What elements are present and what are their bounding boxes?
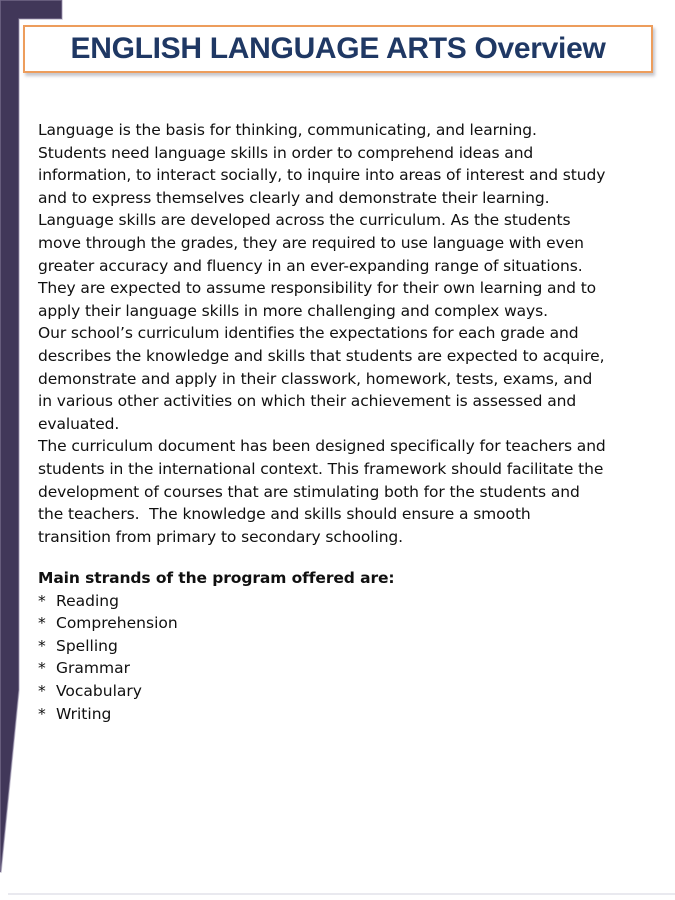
strand-label: Spelling bbox=[56, 636, 118, 655]
list-item bbox=[38, 590, 538, 613]
paragraph-line: move through the grades, they are required to use language with even bbox=[38, 233, 584, 252]
strand-label: Comprehension bbox=[56, 614, 178, 633]
asterisk-bullet: * bbox=[38, 681, 46, 700]
paragraph-line: students in the international context. This framework should facilitate the bbox=[38, 459, 604, 478]
strand-label: Vocabulary bbox=[56, 681, 142, 700]
list-item bbox=[38, 680, 538, 703]
paragraph-line: greater accuracy and fluency in an ever-expanding range of situations. bbox=[38, 256, 583, 275]
paragraph-line: Language skills are developed across the curriculum. As the students bbox=[38, 211, 571, 230]
intro-paragraphs bbox=[38, 119, 656, 548]
page-bottom-edge bbox=[8, 893, 675, 895]
strand-label: Reading bbox=[56, 591, 119, 610]
page-title: ENGLISH LANGUAGE ARTS Overview bbox=[70, 32, 606, 65]
list-item bbox=[38, 635, 538, 658]
paragraph-line: Language is the basis for thinking, communicating, and learning. bbox=[38, 121, 537, 139]
asterisk-bullet: * bbox=[38, 659, 46, 678]
strands-list bbox=[38, 590, 538, 726]
list-item bbox=[38, 703, 538, 726]
title-banner bbox=[23, 25, 653, 73]
strand-label: Grammar bbox=[56, 659, 130, 678]
paragraph-line: apply their language skills in more challenging and complex ways. bbox=[38, 301, 548, 320]
list-item bbox=[38, 657, 538, 680]
paragraph-line: Our school’s curriculum identifies the expectations for each grade and bbox=[38, 324, 579, 343]
paragraph-line: They are expected to assume responsibility for their own learning and to bbox=[38, 279, 597, 298]
asterisk-bullet: * bbox=[38, 704, 46, 723]
paragraph-line: The curriculum document has been designed specifically for teachers and bbox=[38, 437, 606, 456]
paragraph-line: and to express themselves clearly and demonstrate their learning. bbox=[38, 188, 550, 207]
paragraph-line: describes the knowledge and skills that students are expected to acquire, bbox=[38, 346, 605, 365]
strands-heading: Main strands of the program offered are: bbox=[38, 569, 395, 587]
paragraph-line: development of courses that are stimulating both for the students and bbox=[38, 482, 580, 501]
asterisk-bullet: * bbox=[38, 636, 46, 655]
paragraph-line: transition from primary to secondary schooling. bbox=[38, 527, 403, 546]
paragraph-line: in various other activities on which their achievement is assessed and bbox=[38, 392, 577, 411]
paragraph-line: the teachers. The knowledge and skills should ensure a smooth bbox=[38, 505, 531, 524]
asterisk-bullet: * bbox=[38, 614, 46, 633]
paragraph-line: evaluated. bbox=[38, 414, 120, 433]
asterisk-bullet: * bbox=[38, 591, 46, 610]
paragraph-line: demonstrate and apply in their classwork, homework, tests, exams, and bbox=[38, 369, 593, 388]
paragraph-line: Students need language skills in order to comprehend ideas and bbox=[38, 143, 534, 162]
strand-label: Writing bbox=[56, 704, 112, 723]
list-item bbox=[38, 612, 538, 635]
paragraph-line: information, to interact socially, to inquire into areas of interest and study bbox=[38, 166, 606, 185]
strands-section bbox=[38, 567, 538, 725]
